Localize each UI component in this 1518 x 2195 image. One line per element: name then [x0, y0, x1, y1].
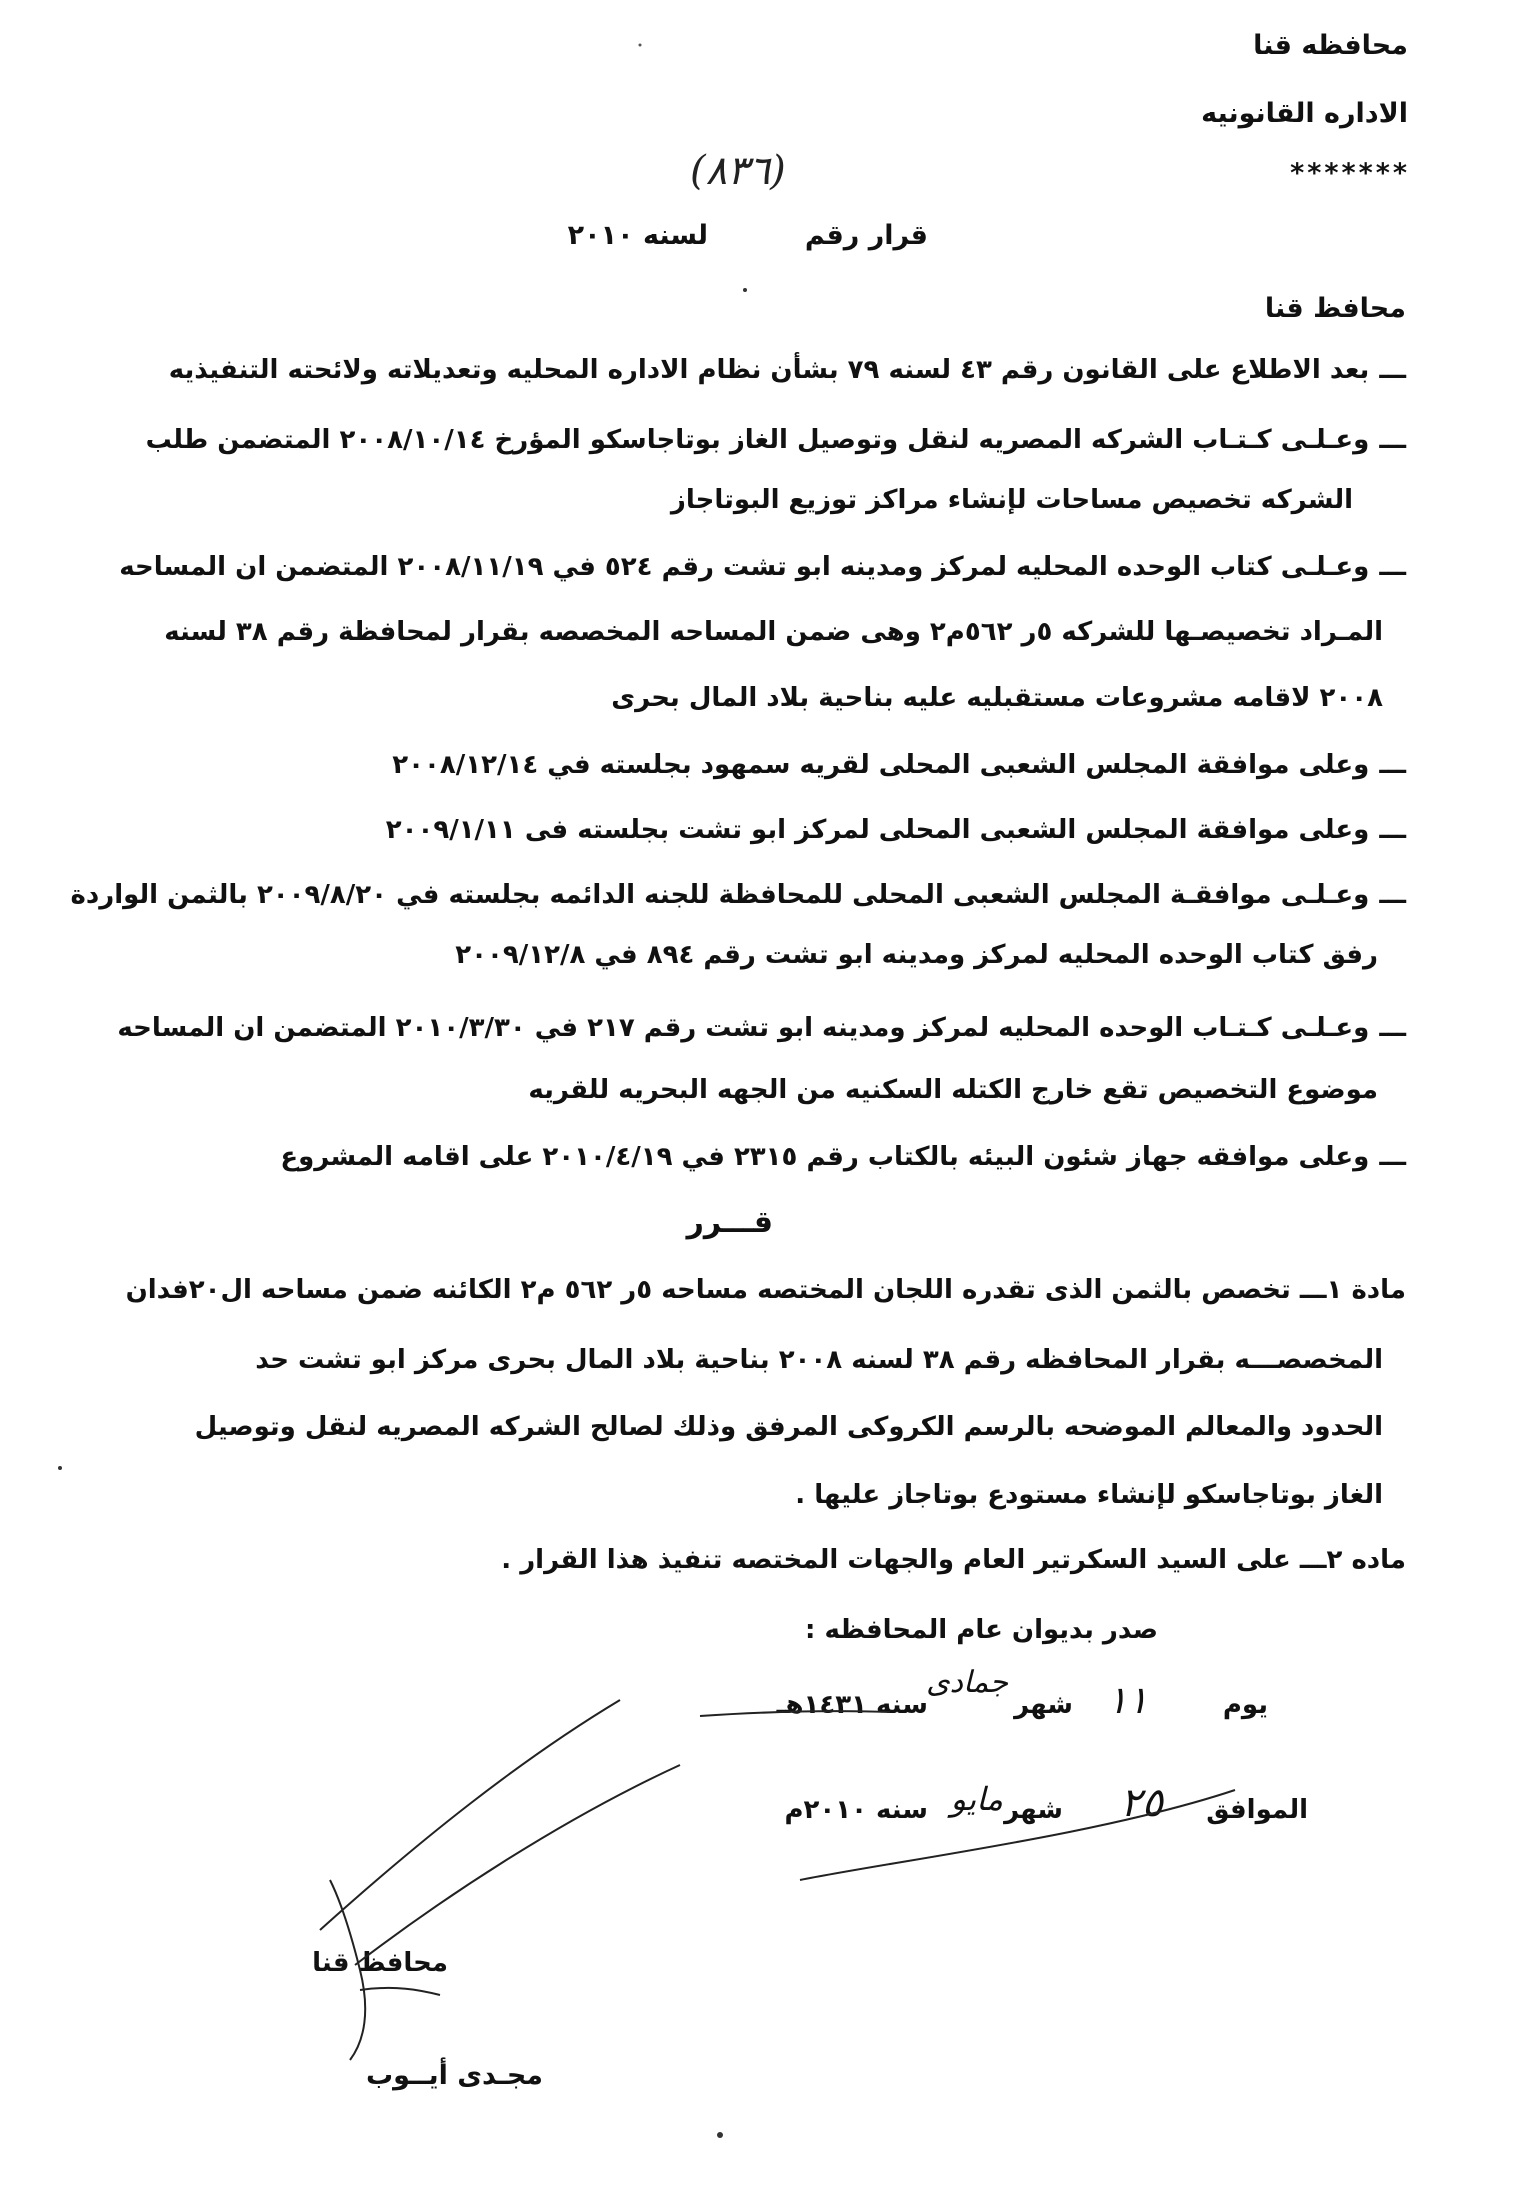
- signature-stroke-3: [330, 1880, 365, 2060]
- bullet-dash: ـــ: [1379, 552, 1406, 582]
- hijri-month-label: شهر: [1014, 1690, 1073, 1720]
- hijri-year: سنه ١٤٣١هـ: [776, 1690, 928, 1720]
- decision-title-prefix: قرار رقم: [804, 220, 928, 251]
- article-1-line-1: مادة ١ـــ تخصص بالثمن الذى تقدره اللجان المختصه مساحه ٥ر ٥٦٢ م٢ الكائنه ضمن مساحه ال٢٠فدان: [125, 1275, 1406, 1305]
- preamble-line-12: موضوع التخصيص تقع خارج الكتله السكنيه من الجهه البحريه للقريه: [528, 1075, 1378, 1105]
- date-flourish-stroke: [800, 1790, 1235, 1880]
- preamble-line-7: ـــوعلى موافقة المجلس الشعبى المحلى لقريه سمهود بجلسته في ٢٠٠٨/١٢/١٤: [392, 750, 1406, 780]
- addressee: محافظ قنا: [1264, 293, 1406, 324]
- handwritten-decision-number: (٨٣٦): [690, 148, 786, 194]
- bullet-dash: ـــ: [1379, 750, 1406, 780]
- preamble-line-6: ٢٠٠٨ لاقامه مشروعات مستقبليه عليه بناحية بلاد المال بحرى: [611, 683, 1383, 713]
- article-1-line-2: المخصصـــه بقرار المحافظه رقم ٣٨ لسنه ٢٠٠٨ بناحية بلاد المال بحرى مركز ابو تشت حد: [255, 1345, 1383, 1375]
- preamble-line-11: ـــوعـلـى كـتـاب الوحده المحليه لمركز ومدينه ابو تشت رقم ٢١٧ في ٢٠١٠/٣/٣٠ المتضمن ان المساحه: [117, 1013, 1406, 1043]
- speck: [58, 1466, 62, 1470]
- hijri-day-handwritten: ١١: [1107, 1678, 1148, 1722]
- article-2: ماده ٢ـــ على السيد السكرتير العام والجهات المختصه تنفيذ هذا القرار .: [501, 1545, 1406, 1575]
- hijri-date-prefix: يوم: [1222, 1690, 1268, 1720]
- issued-statement: صدر بديوان عام المحافظه :: [805, 1615, 1158, 1645]
- preamble-line-2: ـــوعـلـى كـتـاب الشركه المصريه لنقل وتوصيل الغاز بوتاجاسكو المؤرخ ٢٠٠٨/١٠/١٤ المتضمن طلب: [145, 425, 1406, 455]
- bullet-dash: ـــ: [1379, 1142, 1406, 1172]
- governorate-heading: محافظه قنا: [1253, 30, 1408, 61]
- signature-stroke-2: [355, 1765, 680, 1965]
- hijri-underline-stroke: [700, 1711, 890, 1716]
- decided-heading: قـــرر: [686, 1205, 773, 1240]
- decision-title-year: لسنه ٢٠١٠: [567, 220, 708, 251]
- bullet-dash: ـــ: [1379, 815, 1406, 845]
- gregorian-month-label: شهر: [1004, 1795, 1063, 1825]
- signature-stroke-4: [360, 1988, 440, 1995]
- gregorian-month-handwritten: مايو: [950, 1780, 1003, 1818]
- preamble-line-3: الشركه تخصيص مساحات لإنشاء مراكز توزيع البوتاجاز: [670, 485, 1353, 515]
- preamble-line-9: ـــوعـلـى موافقـة المجلس الشعبى المحلى للمحافظة للجنه الدائمه بجلسته في ٢٠٠٩/٨/٢٠ بالثمن الواردة: [70, 880, 1406, 910]
- gregorian-date-prefix: الموافق: [1206, 1795, 1308, 1825]
- article-1-line-4: الغاز بوتاجاسكو لإنشاء مستودع بوتاجاز عليها .: [795, 1480, 1383, 1510]
- preamble-line-5: المـراد تخصيصـها للشركه ٥ر ٥٦٢م٢ وهى ضمن المساحه المخصصه بقرار لمحافظة رقم ٣٨ لسنه: [164, 617, 1383, 647]
- department-heading: الاداره القانونيه: [1201, 98, 1408, 129]
- preamble-line-1: ـــبعد الاطلاع على القانون رقم ٤٣ لسنه ٧٩ بشأن نظام الاداره المحليه وتعديلاته ولائحته التنفيذيه: [168, 355, 1406, 385]
- bullet-dash: ـــ: [1379, 880, 1406, 910]
- preamble-line-13: ـــوعلى موافقه جهاز شئون البيئه بالكتاب رقم ٢٣١٥ في ٢٠١٠/٤/١٩ على اقامه المشروع: [280, 1142, 1406, 1172]
- signatory-name: مجـدى أيــوب: [365, 2060, 543, 2091]
- bullet-dash: ـــ: [1379, 355, 1406, 385]
- hijri-month-handwritten: جمادى: [926, 1665, 1008, 1700]
- preamble-line-4: ـــوعـلـى كتاب الوحده المحليه لمركز ومدينه ابو تشت رقم ٥٢٤ في ٢٠٠٨/١١/١٩ المتضمن ان المساحه: [119, 552, 1406, 582]
- speck: [639, 44, 642, 47]
- article-1-line-3: الحدود والمعالم الموضحه بالرسم الكروكى المرفق وذلك لصالح الشركه المصريه لنقل وتوصيل: [194, 1412, 1383, 1442]
- gregorian-year: سنه ٢٠١٠م: [784, 1795, 928, 1825]
- preamble-line-8: ـــوعلى موافقة المجلس الشعبى المحلى لمركز ابو تشت بجلسته فى ٢٠٠٩/١/١١: [385, 815, 1406, 845]
- signatory-title: محافظ قنا: [312, 1948, 448, 1978]
- signature-stroke-1: [320, 1700, 620, 1930]
- bullet-dash: ـــ: [1379, 1013, 1406, 1043]
- gregorian-day-handwritten: ٢٥: [1120, 1780, 1163, 1826]
- bullet-dash: ـــ: [1379, 425, 1406, 455]
- preamble-line-10: رفق كتاب الوحده المحليه لمركز ومدينه ابو تشت رقم ٨٩٤ في ٢٠٠٩/١٢/٨: [455, 940, 1378, 970]
- speck: [717, 2132, 723, 2138]
- header-stars: *******: [1290, 158, 1410, 189]
- speck: [743, 288, 747, 292]
